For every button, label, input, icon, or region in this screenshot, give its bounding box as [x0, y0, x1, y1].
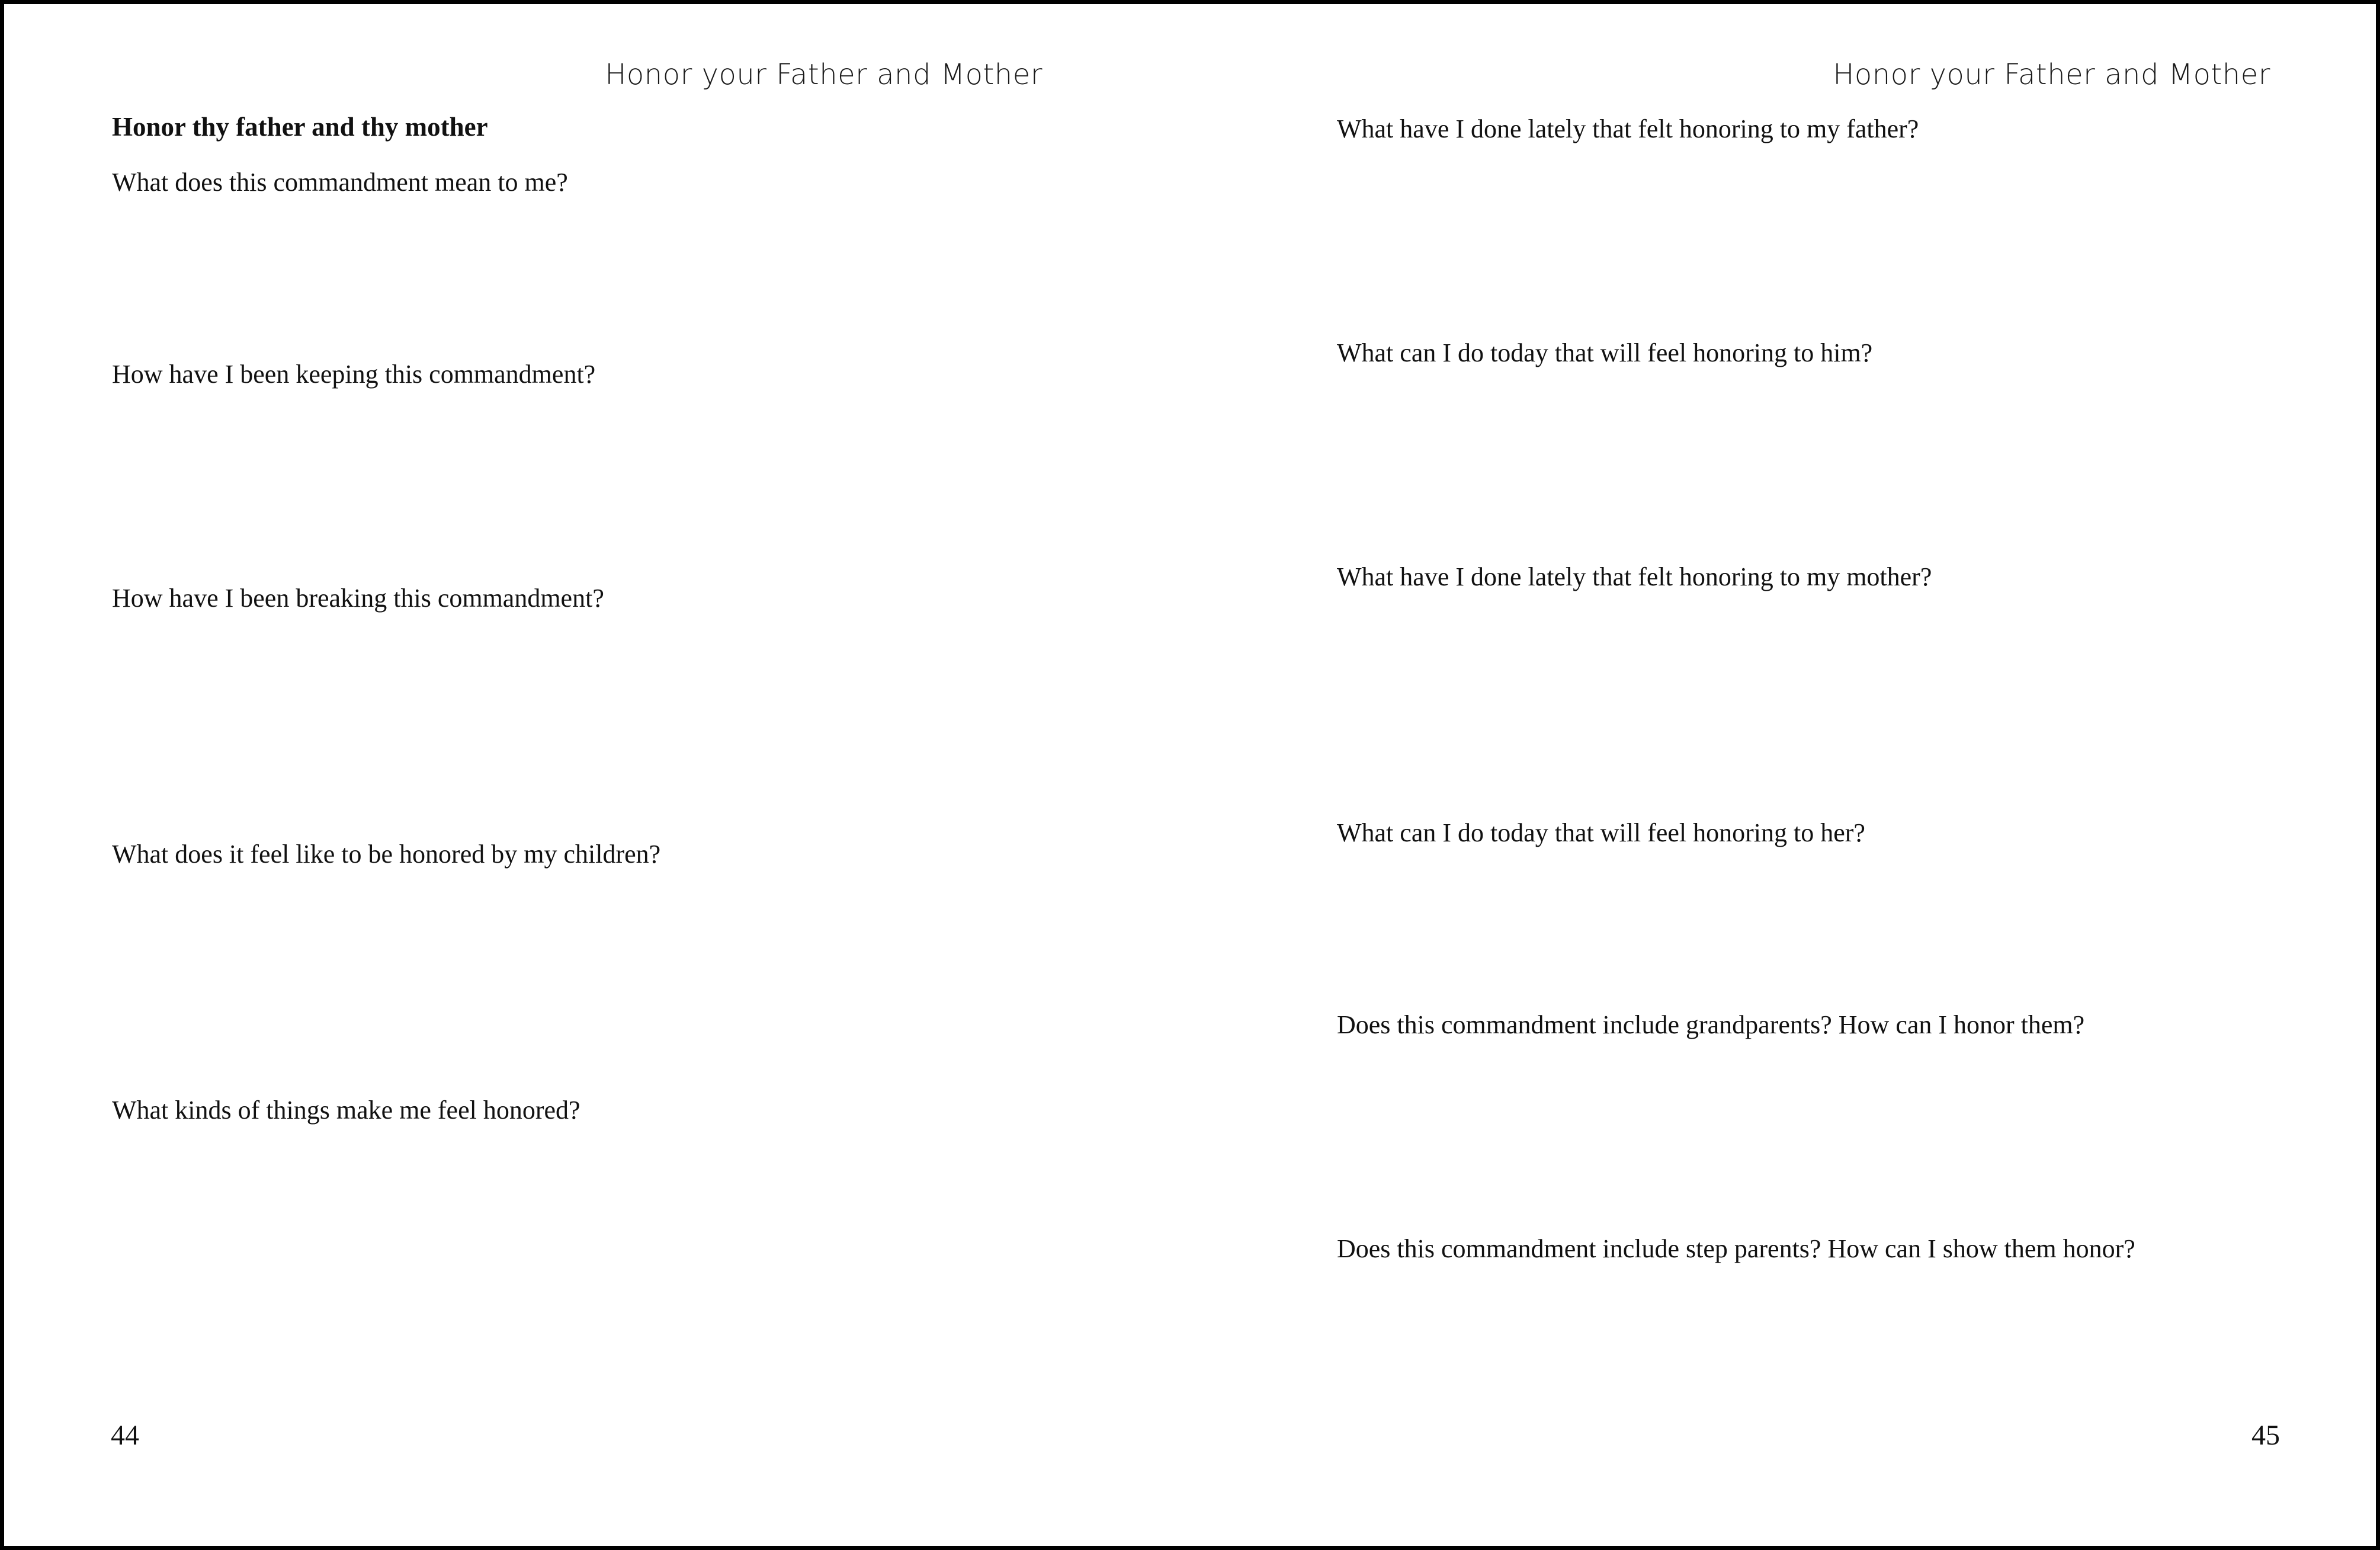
question-prompt: What have I done lately that felt honoring to my mother? — [1337, 562, 1932, 591]
question-prompt: How have I been keeping this commandment? — [112, 360, 596, 389]
question-prompt: What can I do today that will feel honoring to her? — [1337, 818, 1865, 847]
running-header: Honor your Father and Mother — [1833, 58, 2270, 91]
question-prompt: Does this commandment include grandparents? How can I honor them? — [1337, 1010, 2085, 1039]
page-number: 44 — [111, 1420, 139, 1451]
question-prompt: How have I been breaking this commandment? — [112, 584, 604, 613]
question-prompt: What kinds of things make me feel honored? — [112, 1096, 580, 1125]
question-prompt: What does this commandment mean to me? — [112, 168, 568, 197]
question-prompt: What have I done lately that felt honoring to my father? — [1337, 114, 1919, 143]
right-page — [1190, 0, 2380, 1550]
question-prompt: What can I do today that will feel honoring to him? — [1337, 338, 1873, 367]
running-header: Honor your Father and Mother — [605, 58, 1043, 91]
page-number: 45 — [2251, 1420, 2280, 1451]
question-prompt: Does this commandment include step parents? How can I show them honor? — [1337, 1234, 2135, 1263]
section-title: Honor thy father and thy mother — [112, 112, 488, 142]
question-prompt: What does it feel like to be honored by my children? — [112, 840, 661, 869]
